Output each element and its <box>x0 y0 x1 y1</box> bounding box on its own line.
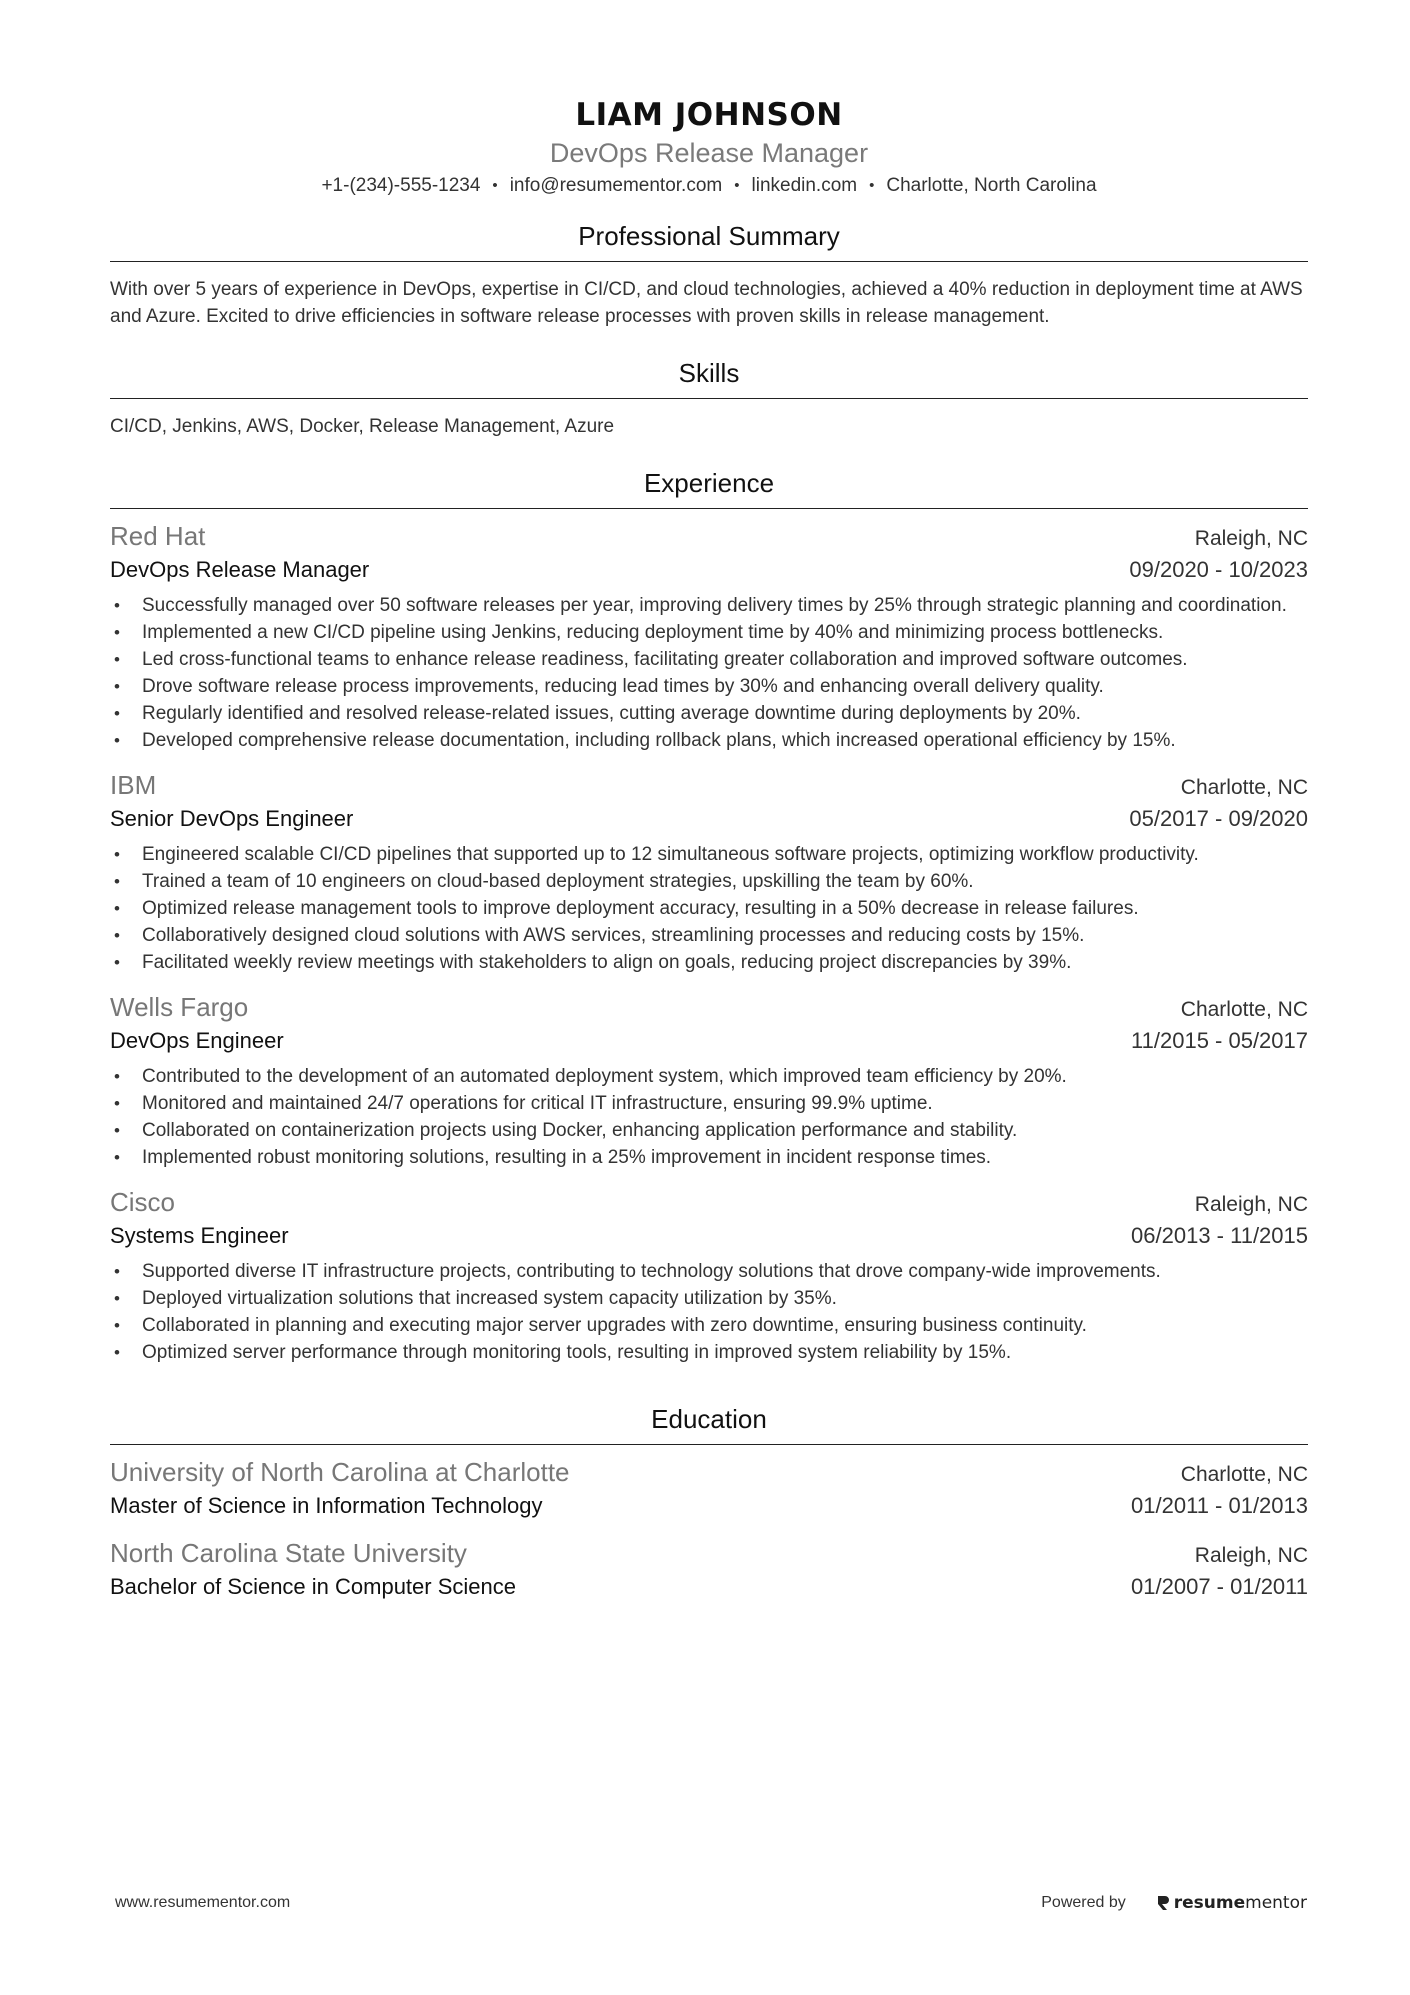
education-dates: 01/2011 - 01/2013 <box>1131 1493 1308 1518</box>
education-section <box>110 1402 1308 1603</box>
bullet-item: • Led cross-functional teams to enhance release readiness, facilitating greater collaboration and improved software outcomes. <box>110 646 1308 673</box>
company-name: IBM <box>110 770 157 800</box>
bullet-item: • Implemented a new CI/CD pipeline using Jenkins, reducing deployment time by 40% and minimizing process bottlenecks. <box>110 619 1308 646</box>
experience-section <box>110 466 1308 1366</box>
resumementor-logo[interactable] <box>1156 1893 1307 1913</box>
job-role: Systems Engineer <box>110 1223 289 1248</box>
contact-location: Charlotte, North Carolina <box>886 175 1097 196</box>
job-location: Charlotte, NC <box>1180 776 1308 799</box>
powered-by-label: Powered by <box>1041 1894 1126 1911</box>
job-dates: 09/2020 - 10/2023 <box>1129 557 1308 582</box>
degree-name: Bachelor of Science in Computer Science <box>110 1574 516 1599</box>
contact-linkedin[interactable]: linkedin.com <box>751 175 858 196</box>
separator-dot: • <box>492 177 498 194</box>
brand-bold-text: resume <box>1173 1893 1246 1913</box>
education-entry <box>110 1536 1308 1603</box>
job-role: Senior DevOps Engineer <box>110 806 354 831</box>
job-entry <box>110 768 1308 976</box>
contact-phone: +1-(234)-555-1234 <box>321 175 481 196</box>
candidate-title: DevOps Release Manager <box>549 138 869 168</box>
bullet-item: • Implemented robust monitoring solutions, resulting in a 25% improvement in incident response times. <box>110 1144 1308 1171</box>
school-location: Raleigh, NC <box>1194 1544 1308 1567</box>
bullet-item: • Deployed virtualization solutions that increased system capacity utilization by 35%. <box>110 1285 1308 1312</box>
bullet-item: • Developed comprehensive release documentation, including rollback plans, which increased operational efficiency by 15%. <box>110 727 1308 754</box>
section-heading: Skills <box>110 356 1308 399</box>
section-heading: Experience <box>110 466 1308 509</box>
job-location: Raleigh, NC <box>1194 527 1308 550</box>
summary-section <box>110 219 1308 330</box>
job-entry <box>110 990 1308 1171</box>
job-location: Raleigh, NC <box>1194 1193 1308 1216</box>
bullet-item: • Drove software release process improvements, reducing lead times by 30% and enhancing overall delivery quality. <box>110 673 1308 700</box>
bullet-item: • Regularly identified and resolved release-related issues, cutting average downtime during deployments by 20%. <box>110 700 1308 727</box>
candidate-name: LIAM JOHNSON <box>575 97 843 133</box>
job-role: DevOps Engineer <box>110 1028 284 1053</box>
contact-email[interactable]: info@resumementor.com <box>509 175 723 196</box>
bullet-item: • Engineered scalable CI/CD pipelines that supported up to 12 simultaneous software projects, optimizing workflow productivity. <box>110 841 1308 868</box>
job-role: DevOps Release Manager <box>110 557 370 582</box>
job-bullets <box>110 1258 1308 1366</box>
resume-page <box>110 96 1308 1603</box>
education-dates: 01/2007 - 01/2011 <box>1131 1574 1308 1599</box>
bullet-item: • Optimized server performance through monitoring tools, resulting in improved system reliability by 15%. <box>110 1339 1308 1366</box>
job-dates: 11/2015 - 05/2017 <box>1131 1028 1308 1053</box>
bullet-item: • Facilitated weekly review meetings with stakeholders to align on goals, reducing project discrepancies by 39%. <box>110 949 1308 976</box>
school-name: University of North Carolina at Charlotte <box>110 1457 570 1487</box>
bullet-item: • Contributed to the development of an automated deployment system, which improved team efficiency by 20%. <box>110 1063 1308 1090</box>
skills-text: CI/CD, Jenkins, AWS, Docker, Release Management, Azure <box>110 416 615 437</box>
separator-dot: • <box>869 177 875 194</box>
job-bullets <box>110 841 1308 976</box>
footer-website-link[interactable]: www.resumementor.com <box>115 1894 291 1911</box>
footer-branding <box>1041 1893 1307 1913</box>
school-location: Charlotte, NC <box>1180 1463 1308 1486</box>
brand-light-text: mentor <box>1245 1893 1307 1913</box>
job-entry <box>110 1185 1308 1366</box>
separator-dot: • <box>734 177 740 194</box>
summary-text: With over 5 years of experience in DevOps, expertise in CI/CD, and cloud technologies, achieved a 40% reduction in deployment time at AWS and Azure. Excited to drive efficiencies in software release processes with proven skills in release management. <box>110 279 1303 327</box>
job-bullets <box>110 1063 1308 1171</box>
job-dates: 06/2013 - 11/2015 <box>1131 1223 1308 1248</box>
bullet-item: • Trained a team of 10 engineers on cloud-based deployment strategies, upskilling the team by 60%. <box>110 868 1308 895</box>
job-entry <box>110 519 1308 754</box>
bullet-item: • Collaborated in planning and executing major server upgrades with zero downtime, ensuring business continuity. <box>110 1312 1308 1339</box>
bullet-item: • Optimized release management tools to improve deployment accuracy, resulting in a 50% decrease in release failures. <box>110 895 1308 922</box>
bullet-item: • Collaboratively designed cloud solutions with AWS services, streamlining processes and reducing costs by 15%. <box>110 922 1308 949</box>
education-entry <box>110 1455 1308 1522</box>
bullet-item: • Supported diverse IT infrastructure projects, contributing to technology solutions that drove company-wide improvements. <box>110 1258 1308 1285</box>
job-location: Charlotte, NC <box>1180 998 1308 1021</box>
company-name: Cisco <box>110 1187 176 1217</box>
bullet-item: • Successfully managed over 50 software releases per year, improving delivery times by 25% through strategic planning and coordination. <box>110 592 1308 619</box>
skills-section <box>110 356 1308 440</box>
bullet-item: • Monitored and maintained 24/7 operations for critical IT infrastructure, ensuring 99.9% uptime. <box>110 1090 1308 1117</box>
contact-line <box>110 172 1308 201</box>
page-footer <box>115 1893 1307 1913</box>
section-heading: Education <box>110 1402 1308 1445</box>
job-bullets <box>110 592 1308 754</box>
section-heading: Professional Summary <box>110 219 1308 262</box>
job-dates: 05/2017 - 09/2020 <box>1129 806 1308 831</box>
bullet-item: • Collaborated on containerization projects using Docker, enhancing application performance and stability. <box>110 1117 1308 1144</box>
resumementor-logo-icon <box>1156 1894 1170 1912</box>
school-name: North Carolina State University <box>110 1538 467 1568</box>
company-name: Red Hat <box>110 521 206 551</box>
degree-name: Master of Science in Information Technology <box>110 1493 543 1518</box>
company-name: Wells Fargo <box>110 992 249 1022</box>
